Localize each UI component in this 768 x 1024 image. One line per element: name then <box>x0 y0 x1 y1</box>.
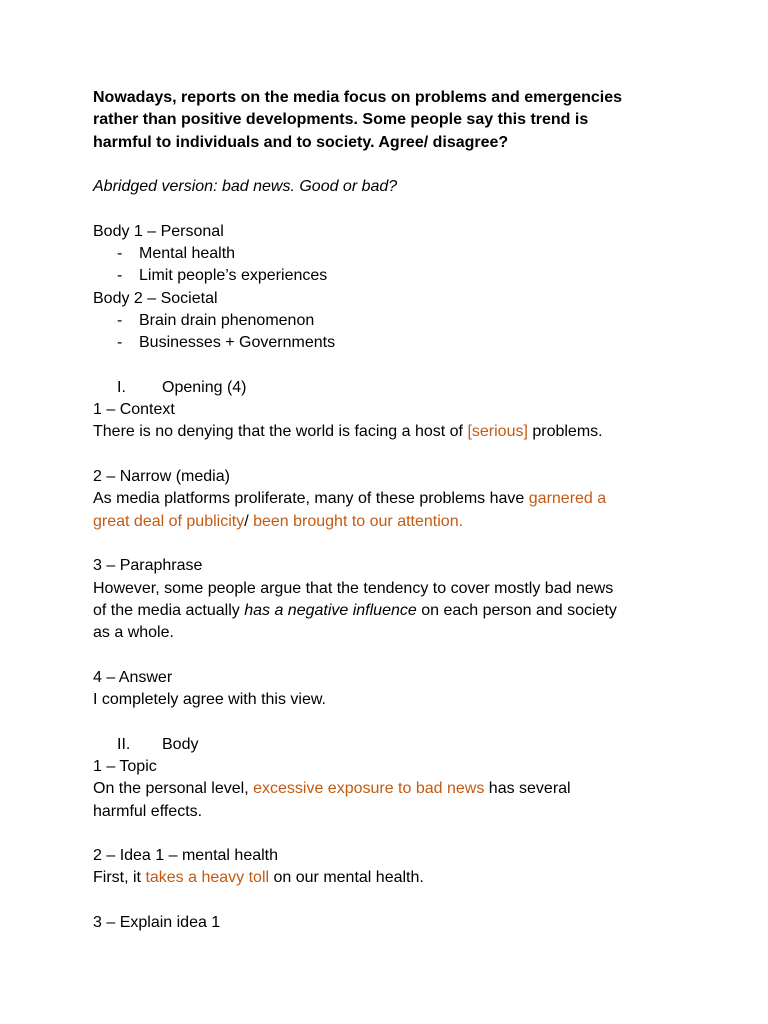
list-item <box>93 265 733 287</box>
blank-line <box>93 711 733 733</box>
blank-line <box>93 533 733 555</box>
text-run: First, it <box>93 869 146 887</box>
body1-heading: Body 1 – Personal <box>93 222 224 240</box>
bullet-dash: - <box>117 311 123 329</box>
step-label: 4 – Answer <box>93 668 173 686</box>
blank-line <box>93 154 733 176</box>
narrow-sentence-line <box>93 511 733 533</box>
section-heading-opening <box>93 377 733 399</box>
bullet-dash: - <box>117 334 123 352</box>
text-run: On the personal level, <box>93 780 254 798</box>
list-item-text: Brain drain phenomenon <box>139 311 315 329</box>
answer-sentence: I completely agree with this view. <box>93 691 326 709</box>
blank-line <box>93 823 733 845</box>
roman-numeral: II. <box>117 735 131 753</box>
blank-line <box>93 444 733 466</box>
step-label: 2 – Narrow (media) <box>93 468 230 486</box>
highlighted-phrase: excessive exposure to bad news <box>253 780 485 798</box>
highlighted-phrase: great deal of publicity <box>93 512 245 530</box>
paraphrase-line: as a whole. <box>93 624 174 642</box>
list-item <box>93 310 733 332</box>
highlighted-phrase: [serious] <box>467 423 528 441</box>
text-run: There is no denying that the world is facing a host of <box>93 423 468 441</box>
roman-numeral: I. <box>117 378 126 396</box>
blank-line <box>93 644 733 666</box>
question-line: rather than positive developments. Some people say this trend is <box>93 111 589 129</box>
list-item-text: Mental health <box>139 245 236 263</box>
topic-sentence-line <box>93 778 733 800</box>
highlighted-phrase: takes a heavy toll <box>145 869 270 887</box>
list-item-text: Limit people’s experiences <box>139 267 328 285</box>
list-item-text: Businesses + Governments <box>139 334 336 352</box>
text-run: problems. <box>527 423 603 441</box>
section-heading-body <box>93 734 733 756</box>
step-label: 3 – Explain idea 1 <box>93 913 221 931</box>
section-title: Body <box>162 735 199 753</box>
bullet-dash: - <box>117 267 123 285</box>
text-run: has several <box>484 780 571 798</box>
topic-sentence-line: harmful effects. <box>93 802 203 820</box>
text-run: As media platforms proliferate, many of these problems have <box>93 490 529 508</box>
list-item <box>93 243 733 265</box>
text-run: of the media actually <box>93 601 245 619</box>
question-line: Nowadays, reports on the media focus on problems and emergencies <box>93 89 623 106</box>
bullet-dash: - <box>117 245 123 263</box>
italic-phrase: has a negative influence <box>244 601 417 619</box>
step-label: 1 – Context <box>93 401 175 419</box>
paraphrase-line <box>93 600 733 622</box>
abridged-version: Abridged version: bad news. Good or bad? <box>93 178 398 196</box>
section-title: Opening (4) <box>162 378 247 396</box>
text-run: on our mental health. <box>269 869 424 887</box>
highlighted-phrase: garnered a <box>528 490 607 508</box>
step-label: 3 – Paraphrase <box>93 557 203 575</box>
highlighted-phrase: been brought to our attention. <box>253 512 464 530</box>
blank-line <box>93 198 733 220</box>
context-sentence <box>93 421 733 443</box>
text-run: / <box>244 512 254 530</box>
document-content <box>93 87 733 934</box>
paraphrase-line: However, some people argue that the tendency to cover mostly bad news <box>93 579 614 597</box>
body2-heading: Body 2 – Societal <box>93 289 218 307</box>
text-run: on each person and society <box>416 601 617 619</box>
step-label: 2 – Idea 1 – mental health <box>93 847 279 865</box>
question-line: harmful to individuals and to society. Agree/ disagree? <box>93 133 509 151</box>
narrow-sentence-line <box>93 488 733 510</box>
idea1-sentence <box>93 867 733 889</box>
blank-line <box>93 890 733 912</box>
blank-line <box>93 355 733 377</box>
step-label: 1 – Topic <box>93 757 157 775</box>
list-item <box>93 332 733 354</box>
